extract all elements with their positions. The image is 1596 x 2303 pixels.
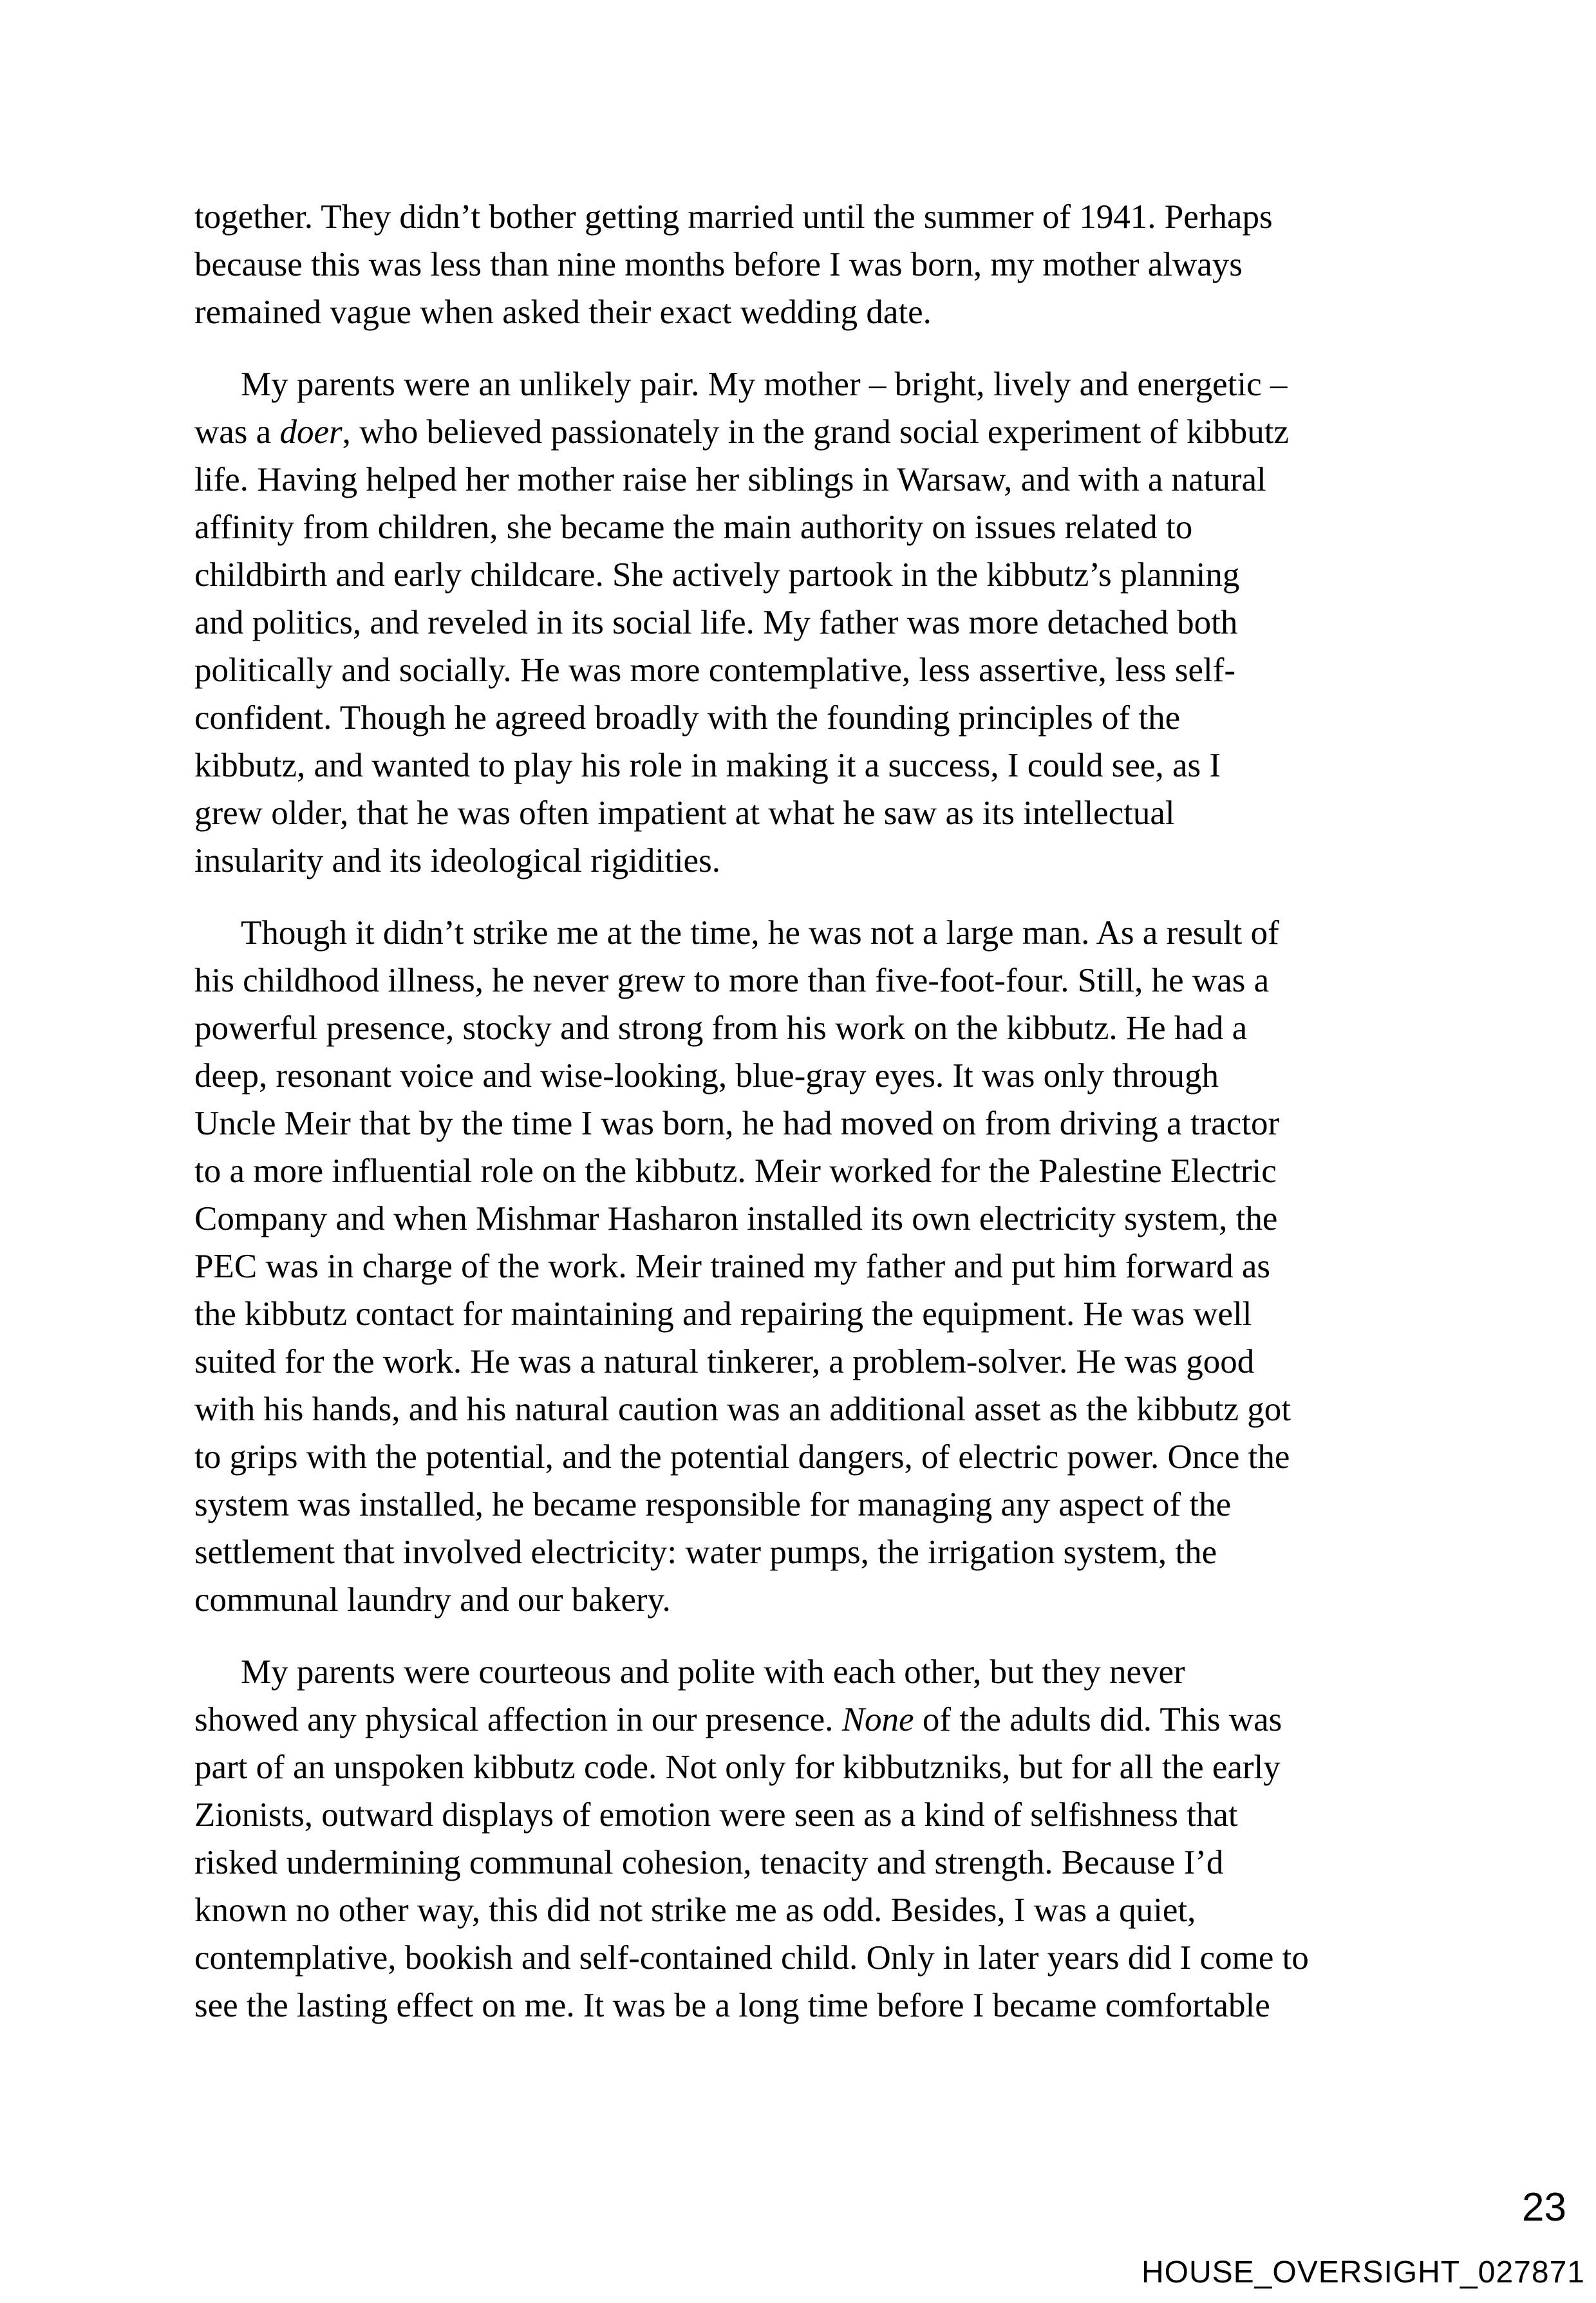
text-line: with his hands, and his natural caution was an additional asset as the kibbutz got xyxy=(194,1391,1291,1428)
paragraph xyxy=(194,361,1309,885)
text-line: suited for the work. He was a natural tinkerer, a problem-solver. He was good xyxy=(194,1343,1255,1380)
bates-stamp: HOUSE_OVERSIGHT_027871 xyxy=(1141,2255,1585,2289)
text-line: system was installed, he became responsible for managing any aspect of the xyxy=(194,1486,1232,1523)
text-line: Though it didn’t strike me at the time, he was not a large man. As a result of xyxy=(241,914,1279,952)
paragraph xyxy=(194,193,1309,336)
text-line: his childhood illness, he never grew to more than five-foot-four. Still, he was a xyxy=(194,962,1270,999)
text-line: politically and socially. He was more contemplative, less assertive, less self- xyxy=(194,652,1236,689)
text-line: insularity and its ideological rigidities. xyxy=(194,842,720,879)
text-line: contemplative, bookish and self-contained child. Only in later years did I come to xyxy=(194,1939,1309,1977)
text-line: to grips with the potential, and the potential dangers, of electric power. Once the xyxy=(194,1438,1290,1476)
italic-text: doer xyxy=(279,413,343,451)
text-line: childbirth and early childcare. She actively partook in the kibbutz’s planning xyxy=(194,556,1240,594)
text-line: Uncle Meir that by the time I was born, he had moved on from driving a tractor xyxy=(194,1105,1280,1142)
text-line: Company and when Mishmar Hasharon installed its own electricity system, the xyxy=(194,1200,1278,1237)
text-line: known no other way, this did not strike me as odd. Besides, I was a quiet, xyxy=(194,1892,1196,1929)
text-line: part of an unspoken kibbutz code. Not only for kibbutzniks, but for all the early xyxy=(194,1749,1281,1786)
text-line: PEC was in charge of the work. Meir trained my father and put him forward as xyxy=(194,1248,1271,1285)
text-line: kibbutz, and wanted to play his role in making it a success, I could see, as I xyxy=(194,747,1221,784)
text-line: was a doer, who believed passionately in the grand social experiment of kibbutz xyxy=(194,413,1289,451)
text-line: settlement that involved electricity: water pumps, the irrigation system, the xyxy=(194,1534,1217,1571)
text-line: showed any physical affection in our presence. None of the adults did. This was xyxy=(194,1701,1282,1738)
paragraph xyxy=(194,1648,1309,2029)
text-line: remained vague when asked their exact wedding date. xyxy=(194,294,932,331)
text-line: risked undermining communal cohesion, tenacity and strength. Because I’d xyxy=(194,1844,1224,1881)
text-line: grew older, that he was often impatient at what he saw as its intellectual xyxy=(194,794,1175,832)
text-line: communal laundry and our bakery. xyxy=(194,1581,671,1619)
paragraph xyxy=(194,909,1309,1624)
text-line: because this was less than nine months before I was born, my mother always xyxy=(194,246,1243,283)
page-number: 23 xyxy=(1522,2185,1566,2230)
text-line: My parents were courteous and polite with each other, but they never xyxy=(241,1653,1185,1691)
italic-text: None xyxy=(841,1701,914,1738)
text-line: deep, resonant voice and wise-looking, blue-gray eyes. It was only through xyxy=(194,1057,1219,1095)
text-line: life. Having helped her mother raise her siblings in Warsaw, and with a natural xyxy=(194,461,1266,498)
text-line: powerful presence, stocky and strong from his work on the kibbutz. He had a xyxy=(194,1010,1248,1047)
text-line: confident. Though he agreed broadly with the founding principles of the xyxy=(194,699,1181,737)
body-text xyxy=(194,193,1309,2029)
text-line: My parents were an unlikely pair. My mother – bright, lively and energetic – xyxy=(241,366,1288,403)
text-line: affinity from children, she became the main authority on issues related to xyxy=(194,509,1193,546)
text-line: the kibbutz contact for maintaining and repairing the equipment. He was well xyxy=(194,1295,1252,1333)
text-line: Zionists, outward displays of emotion were seen as a kind of selfishness that xyxy=(194,1796,1238,1834)
text-line: see the lasting effect on me. It was be a long time before I became comfortable xyxy=(194,1987,1270,2024)
text-line: and politics, and reveled in its social life. My father was more detached both xyxy=(194,604,1238,641)
text-line: together. They didn’t bother getting married until the summer of 1941. Perhaps xyxy=(194,198,1273,236)
text-line: to a more influential role on the kibbutz. Meir worked for the Palestine Electric xyxy=(194,1152,1277,1190)
